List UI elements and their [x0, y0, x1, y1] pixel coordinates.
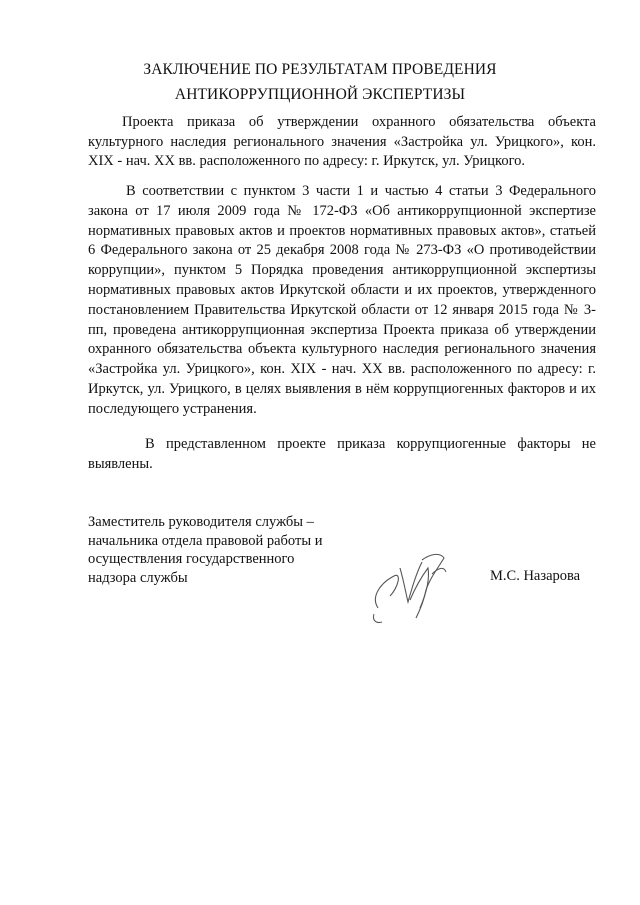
signer-position-line-1: Заместитель руководителя службы – — [88, 514, 314, 530]
signer-name: М.С. Назарова — [490, 568, 581, 584]
signer-position — [88, 513, 368, 587]
document-title-line-2: АНТИКОРРУПЦИОННОЙ ЭКСПЕРТИЗЫ — [174, 86, 466, 103]
signer-position-line-3: осуществления государственного — [88, 551, 295, 567]
body-paragraph-1: В соответствии с пунктом 3 части 1 и частью 4 статьи 3 Федерального закона от 17 июля 2009 года № 172-ФЗ «Об антикоррупционной экспертизе нормативных правовых актов и проектов нормативных правовых актов», статьей 6 Федерального закона от 25 декабря 2008 года № 273-ФЗ «О противодействии коррупции», пунктом 5 Порядка проведения антикоррупционной экспертизы нормативных правовых актов Иркутской области и их проектов, утвержденного постановлением Правительства Иркутской области от 12 января 2015 года № 3-пп, проведена антикоррупционная экспертиза Проекта приказа об утверждении охранного обязательства объекта культурного наследия регионального значения «Застройка ул. Урицкого», кон. XIX - нач. XX вв. расположенного по адресу: г. Иркутск, ул. Урицкого, в целях выявления в нём коррупциогенных факторов и их последующего устранения. — [88, 183, 596, 417]
signer-position-line-2: начальника отдела правовой работы и — [88, 532, 323, 549]
body-paragraph-2: В представленном проекте приказа коррупциогенные факторы не выявлены. — [88, 436, 596, 472]
document-title-line-1: ЗАКЛЮЧЕНИЕ ПО РЕЗУЛЬТАТАМ ПРОВЕДЕНИЯ — [143, 61, 497, 78]
document-subject: Проекта приказа об утверждении охранного обязательства объекта культурного наследия регионального значения «Застройка ул. Урицкого», кон. XIX - нач. XX вв. расположенного по адресу: г. Иркутск, ул. Урицкого. — [88, 114, 596, 169]
handwritten-signature — [360, 538, 470, 628]
signer-position-line-4: надзора службы — [88, 569, 188, 586]
